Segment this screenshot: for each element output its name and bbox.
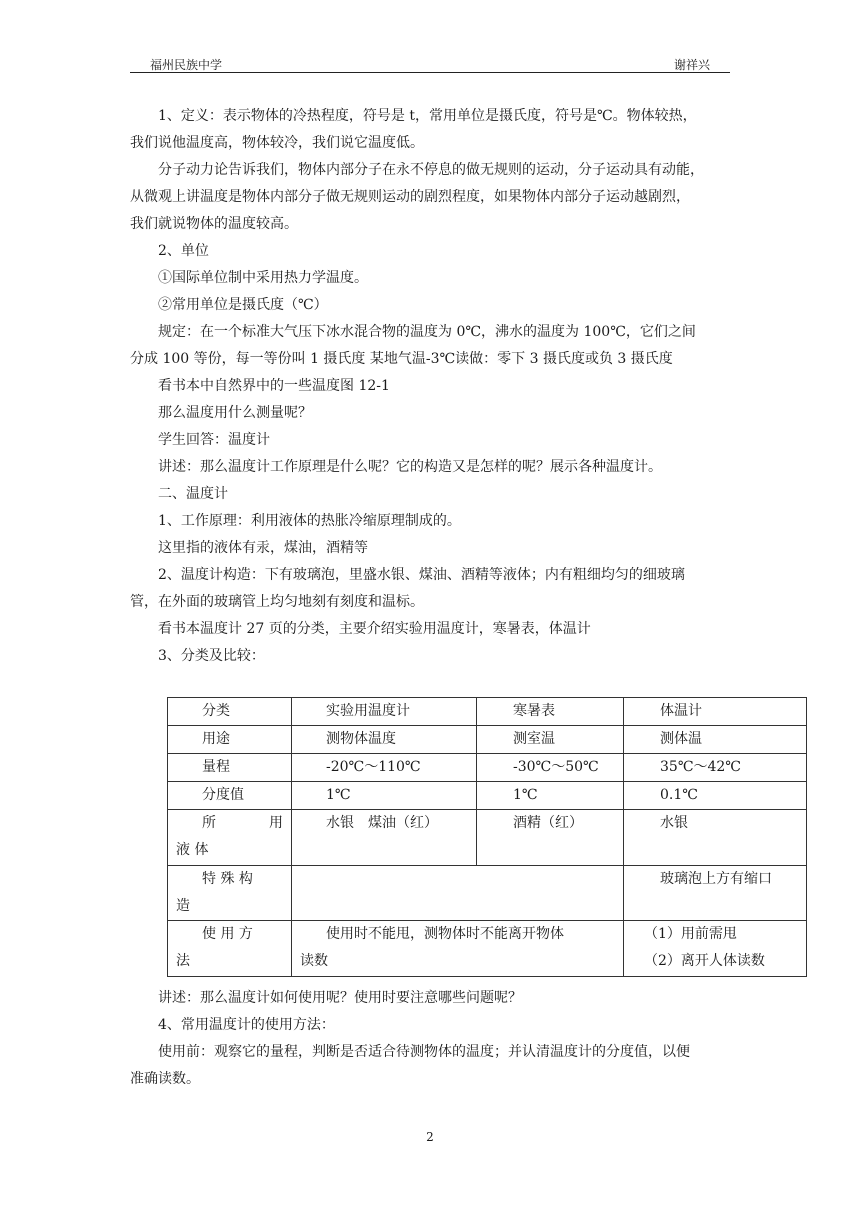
table-cell — [168, 866, 292, 921]
table-cell — [624, 921, 807, 977]
table-cell: 玻璃泡上方有缩口 — [624, 866, 807, 921]
liquid-label-c: 液 体 — [176, 842, 209, 858]
paragraph: 从微观上讲温度是物体内部分子做无规则运动的剧烈程度，如果物体内部分子运动越剧烈， — [130, 189, 690, 205]
table-cell — [168, 921, 292, 977]
comparison-table — [167, 697, 807, 977]
table-row — [168, 726, 807, 754]
page-header — [130, 56, 730, 72]
paragraph: 看书本温度计 27 页的分类，主要介绍实验用温度计，寒暑表，体温计 — [158, 621, 591, 637]
paragraph: 这里指的液体有汞，煤油，酒精等 — [158, 540, 368, 556]
table-cell: 1℃ — [477, 782, 624, 810]
paragraph: 2、单位 — [158, 243, 209, 259]
table-cell: 0.1℃ — [624, 782, 807, 810]
header-author: 谢祥兴 — [673, 58, 710, 72]
paragraph: 4、常用温度计的使用方法： — [158, 1017, 335, 1033]
special-label-b: 造 — [176, 898, 190, 914]
header-rule — [130, 72, 730, 73]
body-text — [130, 103, 730, 670]
table-cell: 分度值 — [168, 782, 292, 810]
paragraph: 看书本中自然界中的一些温度图 12-1 — [158, 378, 390, 394]
body-text-after-table — [130, 985, 730, 1093]
paragraph: 我们就说物体的温度较高。 — [130, 216, 298, 232]
table-cell — [292, 921, 624, 977]
table-cell: 寒暑表 — [477, 698, 624, 726]
table-cell: -20℃～110℃ — [292, 754, 477, 782]
table-row — [168, 782, 807, 810]
table-cell — [292, 866, 624, 921]
table-cell: 水银 — [624, 810, 807, 866]
liquid-label-b: 用 — [269, 815, 283, 831]
usage-text-b: 读数 — [300, 953, 328, 969]
paragraph: 1、定义：表示物体的冷热程度，符号是 t，常用单位是摄氏度，符号是℃。物体较热， — [158, 108, 697, 124]
table-cell: 用途 — [168, 726, 292, 754]
table-cell: 分类 — [168, 698, 292, 726]
paragraph: 管，在外面的玻璃管上均匀地刻有刻度和温标。 — [130, 594, 424, 610]
liquid-label-a: 所 — [202, 815, 216, 831]
paragraph: 2、温度计构造：下有玻璃泡，里盛水银、煤油、酒精等液体；内有粗细均匀的细玻璃 — [158, 567, 685, 583]
table-cell: -30℃～50℃ — [477, 754, 624, 782]
paragraph: 1、工作原理：利用液体的热胀冷缩原理制成的。 — [158, 513, 461, 529]
table-cell: 实验用温度计 — [292, 698, 477, 726]
paragraph: ①国际单位制中采用热力学温度。 — [158, 270, 368, 286]
paragraph: 3、分类及比较： — [158, 648, 265, 664]
paragraph: 分子动力论告诉我们，物体内部分子在永不停息的做无规则的运动，分子运动具有动能， — [158, 162, 704, 178]
table-header-row — [168, 698, 807, 726]
table-cell: 水银 煤油（红） — [292, 810, 477, 866]
table-cell: 体温计 — [624, 698, 807, 726]
usage-note-a: （1）用前需甩 — [644, 926, 737, 942]
table-cell: 35℃～42℃ — [624, 754, 807, 782]
table-row — [168, 754, 807, 782]
paragraph: 学生回答：温度计 — [158, 432, 270, 448]
paragraph: ②常用单位是摄氏度（℃） — [158, 297, 328, 313]
table-cell: 1℃ — [292, 782, 477, 810]
table-cell: 测物体温度 — [292, 726, 477, 754]
usage-label-a: 使 用 方 — [202, 926, 253, 942]
usage-label-b: 法 — [176, 953, 190, 969]
paragraph: 准确读数。 — [130, 1071, 200, 1087]
special-label-a: 特 殊 构 — [202, 871, 253, 887]
paragraph: 使用前：观察它的量程，判断是否适合待测物体的温度；并认清温度计的分度值，以便 — [158, 1044, 690, 1060]
usage-text-a: 使用时不能甩，测物体时不能离开物体 — [326, 926, 564, 942]
table-cell: 测体温 — [624, 726, 807, 754]
table-cell: 酒精（红） — [477, 810, 624, 866]
table-cell: 测室温 — [477, 726, 624, 754]
page-number: 2 — [426, 1130, 434, 1144]
table-row — [168, 866, 807, 921]
paragraph: 我们说他温度高，物体较冷，我们说它温度低。 — [130, 135, 424, 151]
paragraph: 讲述：那么温度计工作原理是什么呢？它的构造又是怎样的呢？展示各种温度计。 — [158, 459, 662, 475]
table-cell — [168, 810, 292, 866]
paragraph: 规定：在一个标准大气压下冰水混合物的温度为 0℃，沸水的温度为 100℃，它们之间 — [158, 324, 696, 340]
paragraph: 分成 100 等份，每一等份叫 1 摄氏度 某地气温-3℃读做：零下 3 摄氏度或负 3 摄氏度 — [130, 351, 673, 367]
header-school: 福州民族中学 — [150, 58, 223, 72]
paragraph: 讲述：那么温度计如何使用呢？使用时要注意哪些问题呢？ — [158, 990, 522, 1006]
paragraph: 那么温度用什么测量呢？ — [158, 405, 312, 421]
table-row — [168, 921, 807, 977]
table-row — [168, 810, 807, 866]
paragraph: 二、温度计 — [158, 486, 228, 502]
table-cell: 量程 — [168, 754, 292, 782]
usage-note-b: （2）离开人体读数 — [644, 953, 765, 969]
